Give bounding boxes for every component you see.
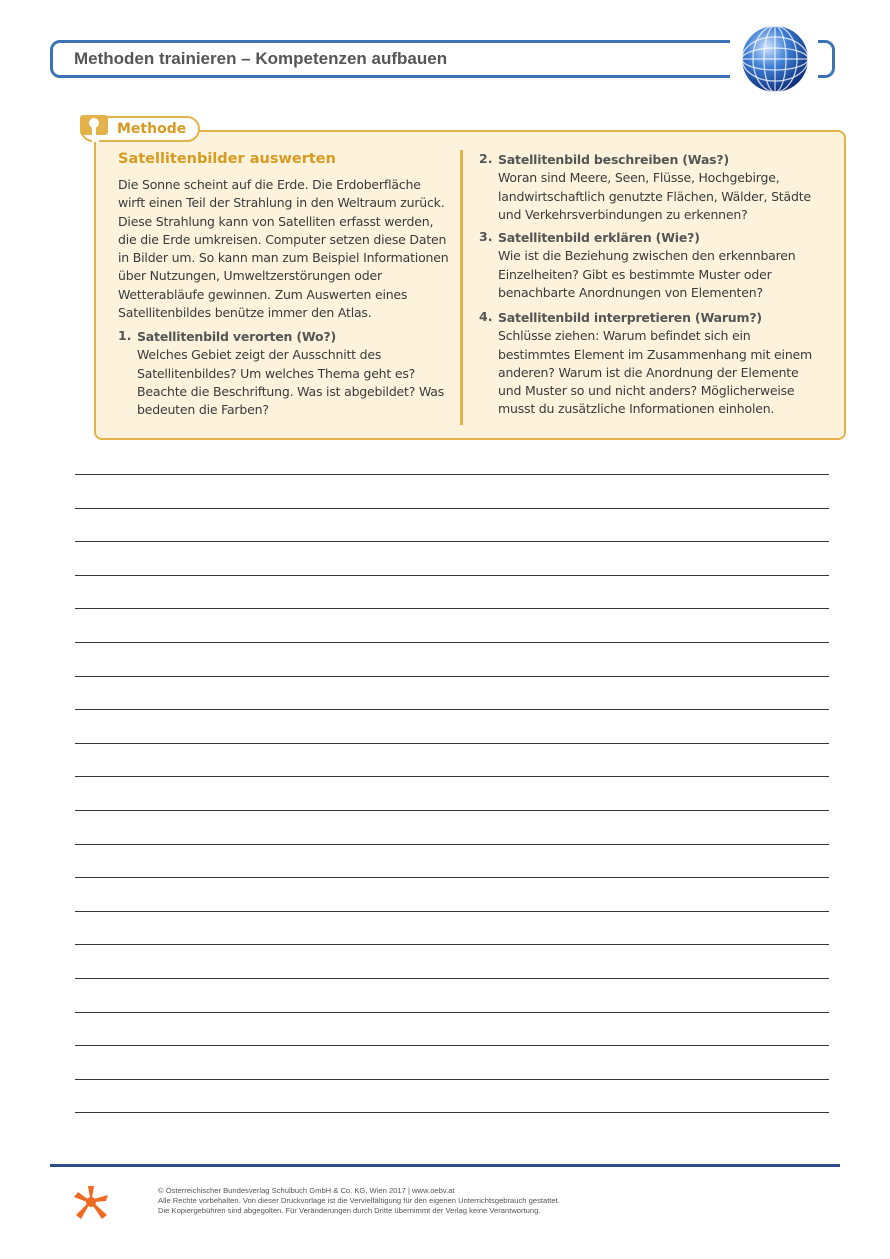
step-4 — [498, 309, 818, 419]
step-text: Schlüsse ziehen: Warum befindet sich ein bestimmtes Element im Zusammenhang mit einem anderen? Warum ist die Anordnung der Elemente und Muster so und nicht anders? Möglicherweise musst du zusätzliche Informationen einholen. — [498, 328, 813, 417]
step-text: Welches Gebiet zeigt der Ausschnitt des Satellitenbildes? Um welches Thema geht es? Beachte die Beschriftung. Was ist abgebildet? Was bedeuten die Farben? — [137, 347, 445, 418]
column-divider — [460, 150, 463, 425]
writing-line — [75, 608, 829, 609]
writing-line — [75, 1012, 829, 1013]
writing-line — [75, 676, 829, 677]
step-1 — [137, 328, 457, 419]
method-title: Satellitenbilder auswerten — [118, 151, 336, 167]
step-heading: Satellitenbild beschreiben (Was?) — [498, 152, 729, 167]
oebv-logo-icon — [72, 1183, 110, 1221]
method-tab-label: Methode — [117, 121, 187, 137]
writing-line — [75, 944, 829, 945]
footer-rule — [50, 1164, 840, 1167]
step-text: Woran sind Meere, Seen, Flüsse, Hochgebirge, landwirtschaftlich genutzte Flächen, Wälder, Städte und Verkehrsverbindungen zu erkennen? — [498, 170, 811, 222]
writing-line — [75, 1112, 829, 1113]
writing-line — [75, 911, 829, 912]
writing-line — [75, 541, 829, 542]
step-heading: Satellitenbild interpretieren (Warum?) — [498, 310, 762, 325]
writing-line — [75, 709, 829, 710]
footer-line: © Österreichischer Bundesverlag Schulbuch GmbH & Co. KG, Wien 2017 | www.oebv.at — [158, 1186, 455, 1195]
footer-line: Alle Rechte vorbehalten. Von dieser Druckvorlage ist die Vervielfältigung für den eigenen Unterrichtsgebrauch gestattet. — [158, 1195, 560, 1205]
step-heading: Satellitenbild verorten (Wo?) — [137, 329, 336, 344]
writing-line — [75, 508, 829, 509]
step-3 — [498, 229, 818, 302]
step-text: Wie ist die Beziehung zwischen den erkennbaren Einzelheiten? Gibt es bestimmte Muster oder benachbarte Anordnungen von Elementen? — [498, 248, 796, 300]
method-intro: Die Sonne scheint auf die Erde. Die Erdoberfläche wirft einen Teil der Strahlung in den Weltraum zurück. Diese Strahlung kann von Satelliten erfasst werden, die die Erde umkreisen. Computer setzen diese Daten in Bilder um. So kann man zum Beispiel Informationen über Nutzungen, Umweltzerstörungen oder Wetterabläufe gewinnen. Zum Auswerten eines Satellitenbildes benütze immer den Atlas. — [118, 177, 449, 321]
step-number: 3. — [479, 229, 493, 244]
step-2 — [498, 151, 818, 224]
writing-line — [75, 575, 829, 576]
writing-line — [75, 978, 829, 979]
page-title: Methoden trainieren – Kompetenzen aufbauen — [74, 49, 448, 68]
step-number: 4. — [479, 309, 493, 324]
footer-line: Die Kopiergebühren sind abgegolten. Für Veränderungen durch Dritte übernimmt der Verlag keine Verantwortung. — [158, 1205, 541, 1215]
writing-line — [75, 642, 829, 643]
footer-copyright — [158, 1186, 560, 1215]
writing-line — [75, 844, 829, 845]
writing-line — [75, 474, 829, 475]
key-icon — [80, 113, 108, 145]
writing-line — [75, 1079, 829, 1080]
writing-line — [75, 743, 829, 744]
writing-line — [75, 810, 829, 811]
step-number: 1. — [118, 328, 132, 343]
step-number: 2. — [479, 151, 493, 166]
step-heading: Satellitenbild erklären (Wie?) — [498, 230, 700, 245]
writing-line — [75, 1045, 829, 1046]
globe-icon — [740, 24, 810, 94]
writing-line — [75, 776, 829, 777]
writing-line — [75, 877, 829, 878]
